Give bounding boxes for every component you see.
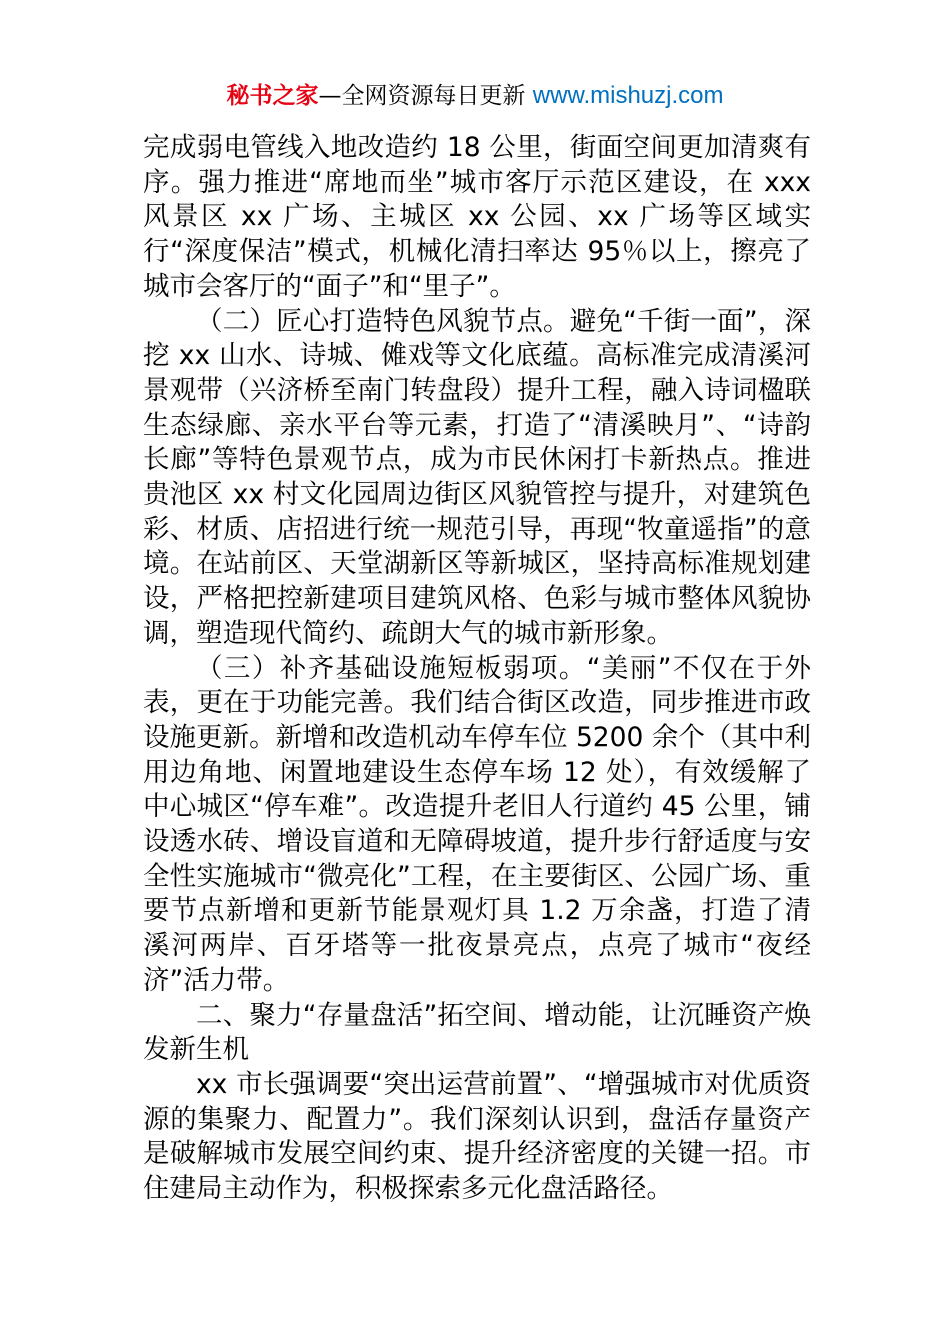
brand-name: 秘书之家 xyxy=(226,83,319,109)
paragraph-intro: xx 市长强调要“突出运营前置”、“增强城市对优质资源的集聚力、配置力”。我们深刻认识到，盘活存量资产是破解城市发展空间约束、提升经济密度的关键一招。市住建局主动作为，积极探索多元化盘活路径。 xyxy=(143,1068,811,1205)
site-header xyxy=(0,80,950,112)
site-url-link[interactable]: www.mishuzj.com xyxy=(532,82,724,109)
paragraph-section-2: （二）匠心打造特色风貌节点。避免“千街一面”，深挖 xx 山水、诗城、傩戏等文化底蕴。高标准完成清溪河景观带（兴济桥至南门转盘段）提升工程，融入诗词楹联生态绿廊、亲水平台等元素，打造了“清溪映月”、“诗韵长廊”等特色景观节点，成为市民休闲打卡新热点。推进贵池区 xx 村文化园周边街区风貌管控与提升，对建筑色彩、材质、店招进行统一规范引导，再现“牧童遥指”的意境。在站前区、天堂湖新区等新城区，坚持高标准规划建设，严格把控新建项目建筑风格、色彩与城市整体风貌协调，塑造现代简约、疏朗大气的城市新形象。 xyxy=(143,305,811,649)
document-body xyxy=(143,131,811,1207)
paragraph-continuation: 完成弱电管线入地改造约 18 公里，街面空间更加清爽有序。强力推进“席地而坐”城市客厅示范区建设，在 xxx 风景区 xx 广场、主城区 xx 公园、xx 广场等区域实行“深度保洁”模式，机械化清扫率达 95％以上，擦亮了城市会客厅的“面子”和“里子”。 xyxy=(143,132,811,302)
header-tagline: —全网资源每日更新 xyxy=(318,83,533,109)
paragraph-section-3: （三）补齐基础设施短板弱项。“美丽”不仅在于外表，更在于功能完善。我们结合街区改造，同步推进市政设施更新。新增和改造机动车停车位 5200 余个（其中利用边角地、闲置地建设生态停车场 12 处），有效缓解了中心城区“停车难”。改造提升老旧人行道约 45 公里，铺设透水砖、增设盲道和无障碍坡道，提升步行舒适度与安全性实施城市“微亮化”工程，在主要街区、公园广场、重要节点新增和更新节能景观灯具 1.2 万余盏，打造了清溪河两岸、百牙塔等一批夜景亮点，点亮了城市“夜经济”活力带。 xyxy=(143,652,811,996)
section-heading: 二、聚力“存量盘活”拓空间、增动能，让沉睡资产焕发新生机 xyxy=(143,999,811,1066)
